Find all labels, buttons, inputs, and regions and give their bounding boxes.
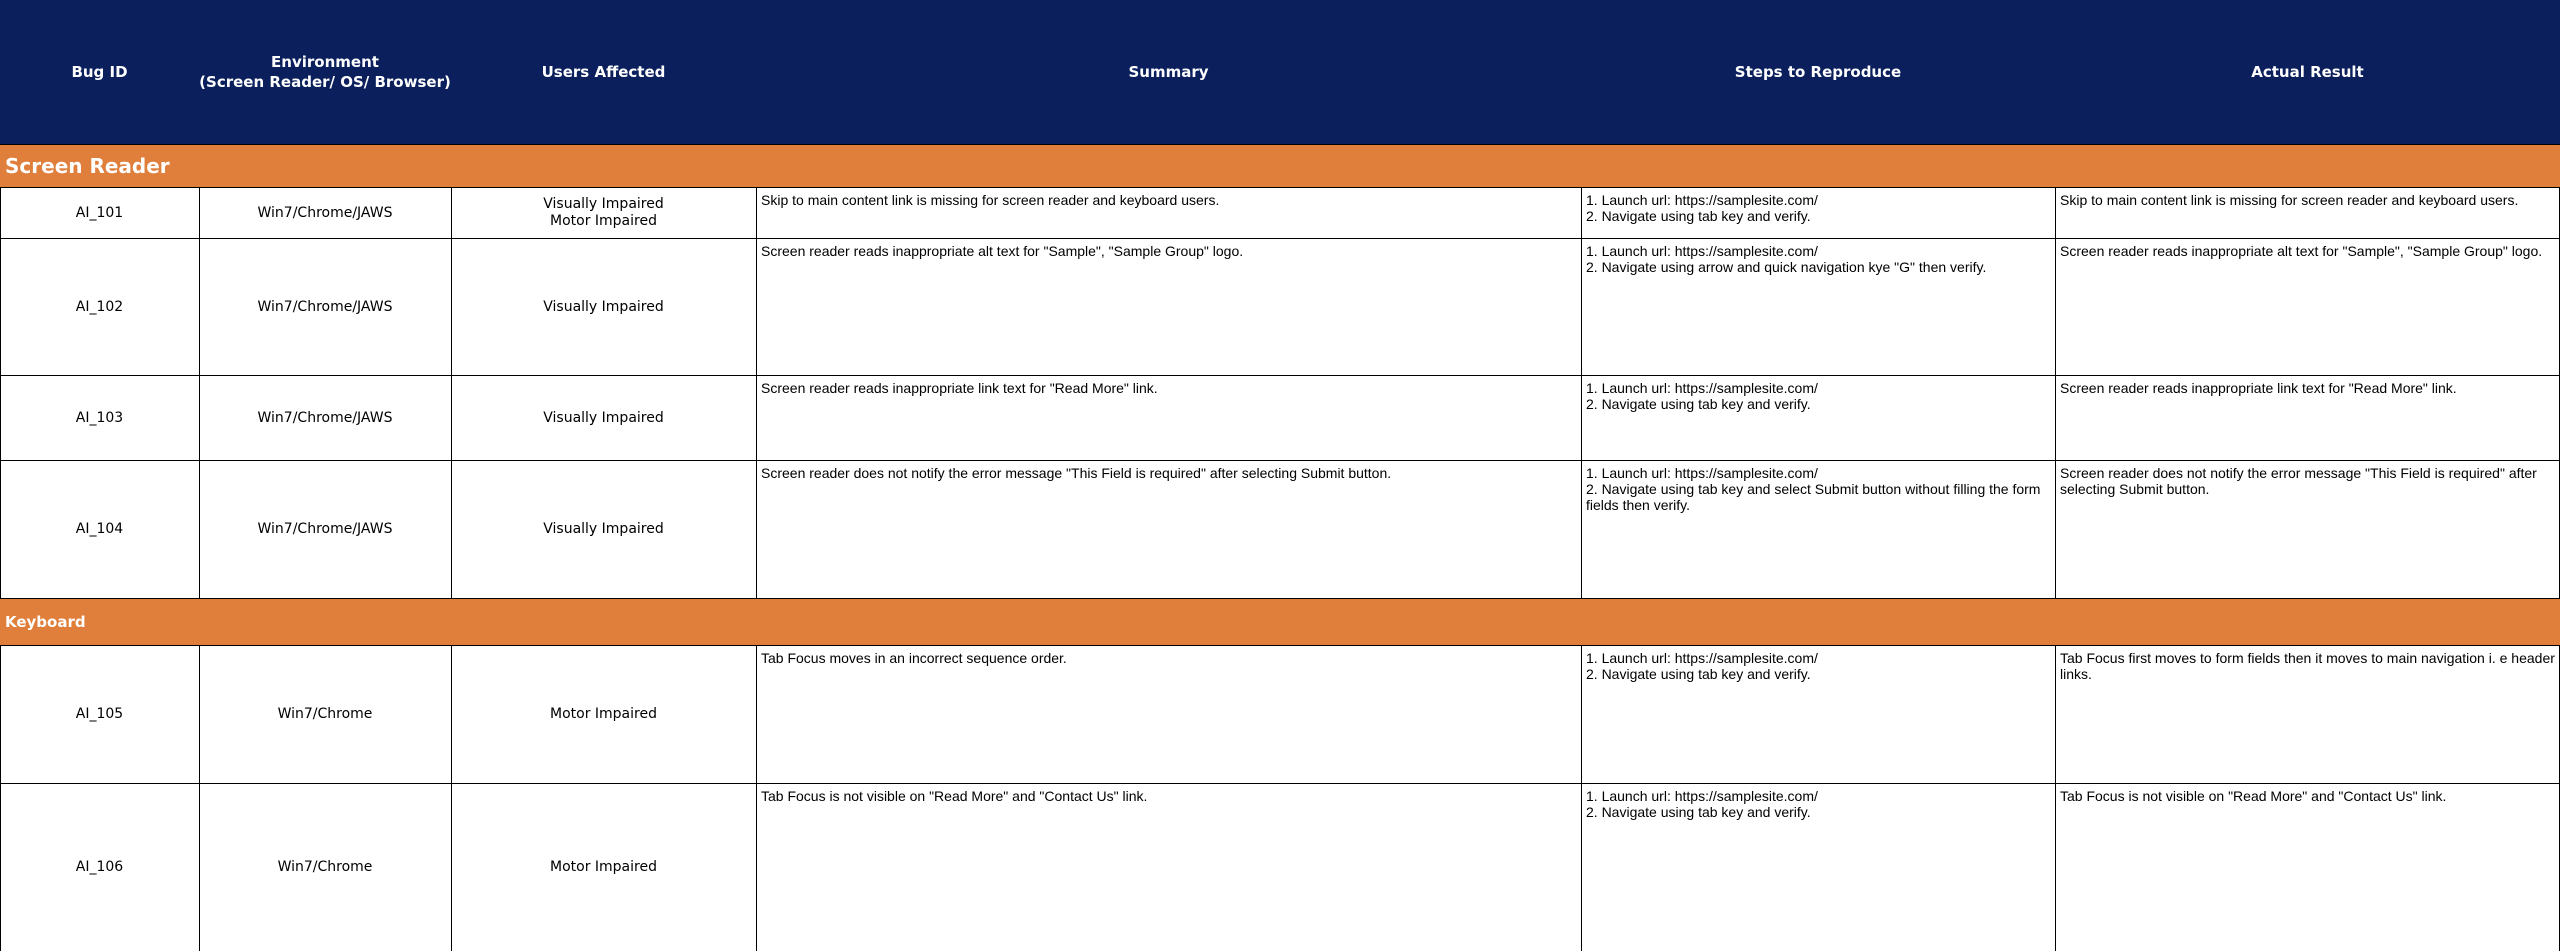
section-header-keyboard: Keyboard	[0, 598, 2560, 645]
grid-line	[0, 187, 1, 598]
summary-cell: Screen reader reads inappropriate link text for "Read More" link.	[761, 380, 1158, 396]
table-header	[0, 0, 2560, 144]
bug-id-cell: AI_105	[75, 706, 124, 722]
bug-id-cell: AI_103	[75, 409, 124, 426]
bug-id-cell: AI_101	[75, 204, 124, 221]
actual-result-cell: Skip to main content link is missing for screen reader and keyboard users.	[2060, 192, 2519, 208]
environment-cell: Win7/Chrome/JAWS	[257, 204, 393, 221]
steps-cell: 1. Launch url: https://samplesite.com/ 2. Navigate using tab key and select Submit button without filling the form fields then verify.	[1586, 465, 2041, 513]
column-header-bug-id: Bug ID	[71, 63, 128, 81]
bug-id-cell: AI_102	[75, 298, 124, 315]
grid-line	[451, 645, 452, 951]
table-row	[0, 187, 2560, 238]
grid-line	[1581, 187, 1582, 598]
summary-cell: Skip to main content link is missing for screen reader and keyboard users.	[761, 192, 1220, 208]
environment-cell: Win7/Chrome/JAWS	[257, 409, 393, 426]
users-affected-cell: Visually Impaired	[543, 521, 664, 537]
table-row	[0, 645, 2560, 783]
grid-line	[1581, 645, 1582, 951]
steps-cell: 1. Launch url: https://samplesite.com/ 2. Navigate using tab key and verify.	[1586, 650, 1818, 682]
actual-result-cell: Tab Focus first moves to form fields then it moves to main navigation i. e header links.	[2060, 650, 2555, 682]
column-header-actual-result: Actual Result	[2251, 63, 2364, 81]
table-row	[0, 460, 2560, 598]
table-row	[0, 238, 2560, 375]
environment-cell: Win7/Chrome	[277, 859, 373, 875]
bug-id-cell: AI_104	[75, 521, 124, 537]
users-affected-cell: Visually Impaired	[543, 409, 664, 426]
actual-result-cell: Screen reader reads inappropriate alt text for "Sample", "Sample Group" logo.	[2060, 243, 2543, 259]
grid-line	[2055, 645, 2056, 951]
environment-cell: Win7/Chrome/JAWS	[257, 521, 393, 537]
grid-line	[2055, 187, 2056, 598]
steps-cell: 1. Launch url: https://samplesite.com/ 2. Navigate using tab key and verify.	[1586, 788, 1818, 820]
column-header-environment: Environment (Screen Reader/ OS/ Browser)	[199, 53, 451, 91]
actual-result-cell: Screen reader does not notify the error message "This Field is required" after selecting Submit button.	[2060, 465, 2537, 497]
bug-id-cell: AI_106	[75, 859, 124, 875]
grid-line	[756, 187, 757, 598]
summary-cell: Screen reader reads inappropriate alt text for "Sample", "Sample Group" logo.	[761, 243, 1244, 259]
actual-result-cell: Tab Focus is not visible on "Read More" and "Contact Us" link.	[2060, 788, 2447, 804]
grid-line	[199, 187, 200, 598]
summary-cell: Tab Focus is not visible on "Read More" and "Contact Us" link.	[761, 788, 1148, 804]
summary-cell: Tab Focus moves in an incorrect sequence order.	[761, 650, 1067, 666]
users-affected-cell: Motor Impaired	[550, 706, 657, 722]
users-affected-cell: Visually Impaired	[543, 298, 664, 315]
grid-line	[756, 645, 757, 951]
table-row	[0, 783, 2560, 951]
users-affected-cell: Visually Impaired Motor Impaired	[543, 196, 664, 229]
actual-result-cell: Screen reader reads inappropriate link text for "Read More" link.	[2060, 380, 2457, 396]
grid-line	[451, 187, 452, 598]
users-affected-cell: Motor Impaired	[550, 859, 657, 875]
steps-cell: 1. Launch url: https://samplesite.com/ 2. Navigate using tab key and verify.	[1586, 192, 1818, 224]
steps-cell: 1. Launch url: https://samplesite.com/ 2. Navigate using arrow and quick navigation kye "G" then verify.	[1586, 243, 1987, 275]
steps-cell: 1. Launch url: https://samplesite.com/ 2. Navigate using tab key and verify.	[1586, 380, 1818, 412]
section-header-screen-reader: Screen Reader	[0, 144, 2560, 187]
environment-cell: Win7/Chrome	[277, 706, 373, 722]
column-header-steps: Steps to Reproduce	[1734, 63, 1902, 81]
grid-line	[0, 645, 1, 951]
column-header-users-affected: Users Affected	[541, 63, 666, 81]
grid-line	[199, 645, 200, 951]
summary-cell: Screen reader does not notify the error message "This Field is required" after selecting Submit button.	[761, 465, 1392, 481]
table-row	[0, 375, 2560, 460]
column-header-summary: Summary	[1128, 63, 1209, 81]
environment-cell: Win7/Chrome/JAWS	[257, 298, 393, 315]
